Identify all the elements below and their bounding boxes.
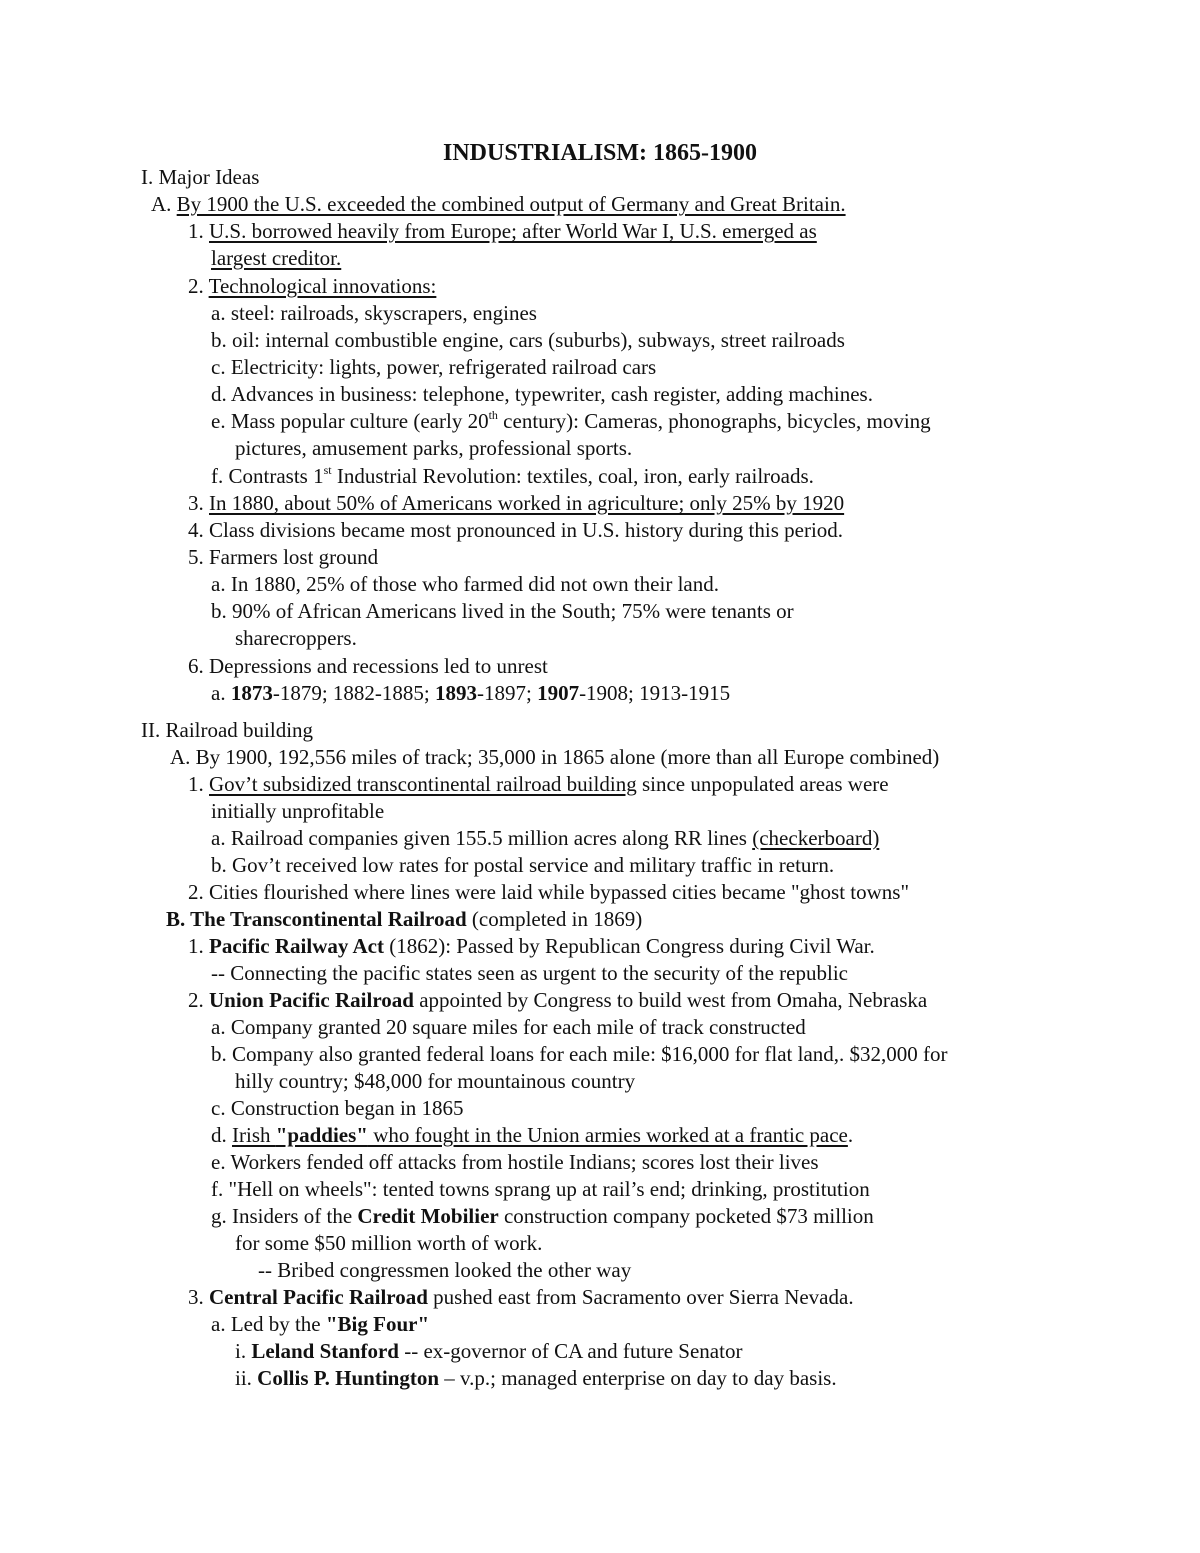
outline-line <box>141 720 313 741</box>
text-run: 3. <box>188 491 209 515</box>
text-run: hilly country; $48,000 for mountainous country <box>235 1069 636 1093</box>
outline-line <box>211 408 931 433</box>
outline-line <box>211 1206 874 1227</box>
text-run: 4. Class divisions became most pronounced in U.S. history during this period. <box>188 518 844 542</box>
text-run: 2. <box>188 988 209 1012</box>
text-run: I. Major Ideas <box>141 165 260 189</box>
text-run: Union Pacific Railroad <box>209 988 414 1012</box>
outline-line <box>188 520 843 541</box>
text-run: Gov’t subsidized transcontinental railroad building <box>209 772 637 796</box>
text-run: "paddies" <box>275 1123 368 1147</box>
text-run: A. <box>151 192 177 216</box>
text-run: (checkerboard) <box>752 826 880 850</box>
outline-line <box>151 194 846 215</box>
outline-line <box>235 1071 635 1092</box>
outline-line <box>211 828 879 849</box>
outline-line <box>211 1152 819 1173</box>
text-run: century): Cameras, phonographs, bicycles, moving <box>497 409 931 433</box>
text-run: d. Advances in business: telephone, typewriter, cash register, adding machines. <box>211 382 873 406</box>
outline-line <box>188 990 927 1011</box>
text-run: Leland Stanford <box>251 1339 399 1363</box>
text-run: g. Insiders of the <box>211 1204 358 1228</box>
outline-line <box>166 909 642 930</box>
outline-line <box>211 1017 806 1038</box>
text-run: since unpopulated areas were <box>636 772 889 796</box>
text-run: B. The Transcontinental Railroad <box>166 907 467 931</box>
outline-line <box>188 882 909 903</box>
text-run: th <box>488 408 498 422</box>
text-run: 1. <box>188 772 209 796</box>
outline-line <box>188 493 844 514</box>
outline-line <box>211 601 794 622</box>
text-run: -- ex-governor of CA and future Senator <box>398 1339 743 1363</box>
text-run: 1. <box>188 219 209 243</box>
outline-line <box>211 1098 464 1119</box>
text-run: a. In 1880, 25% of those who farmed did not own their land. <box>211 572 719 596</box>
text-run: b. Company also granted federal loans for each mile: $16,000 for flat land,. $32,000 for <box>211 1042 948 1066</box>
text-run: who fought in the Union armies worked at a frantic pace <box>367 1123 848 1147</box>
outline-line <box>235 628 357 649</box>
text-run: Credit Mobilier <box>357 1204 499 1228</box>
text-run: Pacific Railway Act <box>209 934 384 958</box>
text-run: pushed east from Sacramento over Sierra Nevada. <box>427 1285 854 1309</box>
text-run: largest creditor. <box>211 246 342 270</box>
outline-line <box>211 683 730 704</box>
outline-line <box>235 1368 837 1389</box>
text-run: ii. <box>235 1366 258 1390</box>
outline-line <box>211 303 537 324</box>
document-title: INDUSTRIALISM: 1865-1900 <box>442 140 758 166</box>
outline-line <box>170 747 939 768</box>
text-run: a. <box>211 681 231 705</box>
outline-line <box>211 330 845 351</box>
text-run: f. Contrasts 1 <box>211 464 324 488</box>
text-run: initially unprofitable <box>211 799 385 823</box>
outline-line <box>188 774 889 795</box>
text-run: "Big Four" <box>325 1312 430 1336</box>
text-run: 2. Cities flourished where lines were laid while bypassed cities became "ghost towns" <box>188 880 910 904</box>
text-run: U.S. borrowed heavily from Europe; after World War I, U.S. emerged as <box>209 219 817 243</box>
text-run: a. steel: railroads, skyscrapers, engines <box>211 301 537 325</box>
outline-line <box>141 167 259 188</box>
outline-line <box>188 936 875 957</box>
text-run: c. Electricity: lights, power, refrigerated railroad cars <box>211 355 657 379</box>
outline-line <box>211 384 873 405</box>
outline-line <box>211 1044 948 1065</box>
text-run: appointed by Congress to build west from Omaha, Nebraska <box>413 988 928 1012</box>
text-run: – v.p.; managed enterprise on day to day basis. <box>439 1366 837 1390</box>
text-run: 1907 <box>537 681 580 705</box>
outline-line <box>211 1179 870 1200</box>
text-run: construction company pocketed $73 million <box>498 1204 874 1228</box>
outline-line <box>235 1341 742 1362</box>
text-run: -1897; <box>476 681 538 705</box>
text-run: A. By 1900, 192,556 miles of track; 35,000 in 1865 alone (more than all Europe combined) <box>170 745 940 769</box>
text-run: -1908; 1913-1915 <box>579 681 731 705</box>
outline-line <box>211 801 384 822</box>
text-run: 6. Depressions and recessions led to unrest <box>188 654 548 678</box>
outline-line <box>211 1125 853 1146</box>
text-run: 1. <box>188 934 209 958</box>
text-run: -- Connecting the pacific states seen as urgent to the security of the republic <box>211 961 848 985</box>
text-run: 3. <box>188 1285 209 1309</box>
text-run: Industrial Revolution: textiles, coal, iron, early railroads. <box>331 464 814 488</box>
text-run: . <box>847 1123 854 1147</box>
text-run: -1879; 1882-1885; <box>272 681 435 705</box>
text-run: a. Railroad companies given 155.5 million acres along RR lines <box>211 826 753 850</box>
text-run: b. Gov’t received low rates for postal service and military traffic in return. <box>211 853 835 877</box>
outline-line <box>188 221 817 242</box>
text-run: (completed in 1869) <box>466 907 643 931</box>
text-run: i. <box>235 1339 252 1363</box>
text-run: 5. Farmers lost ground <box>188 545 379 569</box>
outline-line <box>211 248 341 269</box>
text-run: c. Construction began in 1865 <box>211 1096 464 1120</box>
outline-line <box>235 1233 542 1254</box>
outline-line <box>258 1260 631 1281</box>
text-run: e. Workers fended off attacks from hostile Indians; scores lost their lives <box>211 1150 819 1174</box>
outline-line <box>188 656 548 677</box>
text-run: sharecroppers. <box>235 626 357 650</box>
text-run: b. oil: internal combustible engine, cars (suburbs), subways, street railroads <box>211 328 845 352</box>
outline-line <box>188 276 436 297</box>
text-run: for some $50 million worth of work. <box>235 1231 543 1255</box>
text-run: 1893 <box>434 681 477 705</box>
text-run: -- Bribed congressmen looked the other way <box>258 1258 632 1282</box>
text-run: f. "Hell on wheels": tented towns sprang up at rail’s end; drinking, prostitution <box>211 1177 870 1201</box>
outline-line <box>211 963 848 984</box>
outline-line <box>211 463 814 488</box>
text-run: d. <box>211 1123 232 1147</box>
text-run: a. Company granted 20 square miles for each mile of track constructed <box>211 1015 806 1039</box>
text-run: Irish <box>232 1123 276 1147</box>
text-run: a. Led by the <box>211 1312 326 1336</box>
text-run: II. Railroad building <box>141 718 314 742</box>
outline-line <box>211 574 719 595</box>
text-run: st <box>323 463 332 477</box>
text-run: Collis P. Huntington <box>257 1366 440 1390</box>
outline-line <box>188 547 378 568</box>
outline-line <box>211 855 834 876</box>
text-run: pictures, amusement parks, professional sports. <box>235 436 633 460</box>
text-run: Technological innovations: <box>208 274 437 298</box>
text-run: By 1900 the U.S. exceeded the combined output of Germany and Great Britain. <box>176 192 846 216</box>
outline-line <box>211 1314 429 1335</box>
text-run: 2. <box>188 274 209 298</box>
text-run: (1862): Passed by Republican Congress during Civil War. <box>383 934 875 958</box>
text-run: Central Pacific Railroad <box>209 1285 428 1309</box>
outline-line <box>235 438 632 459</box>
text-run: e. Mass popular culture (early 20 <box>211 409 489 433</box>
outline-line <box>188 1287 854 1308</box>
text-run: 1873 <box>230 681 273 705</box>
outline-line <box>211 357 656 378</box>
text-run: b. 90% of African Americans lived in the South; 75% were tenants or <box>211 599 794 623</box>
text-run: In 1880, about 50% of Americans worked in agriculture; only 25% by 1920 <box>209 491 845 515</box>
